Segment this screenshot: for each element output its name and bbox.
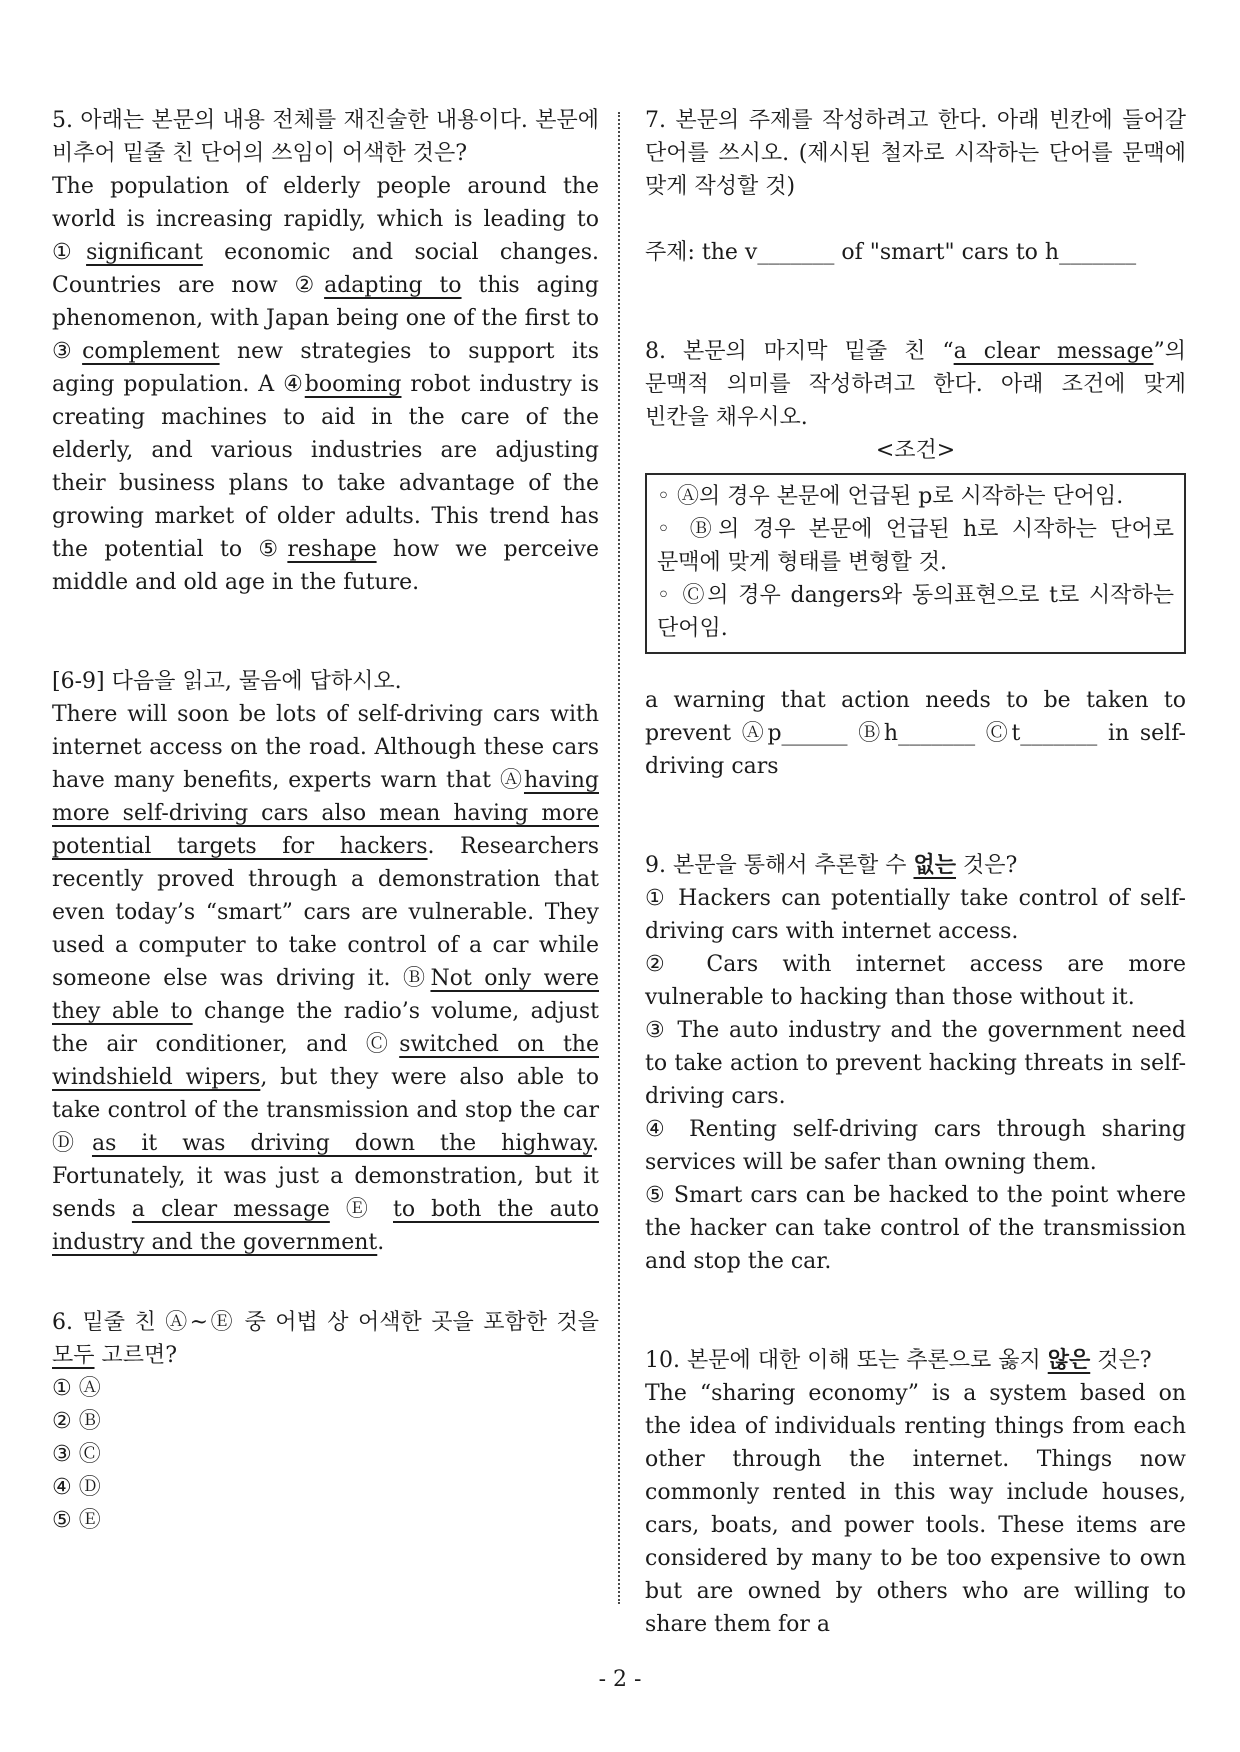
question-8-condition-box <box>645 473 1186 654</box>
condition-item-c: ◦ Ⓒ의 경우 dangers와 동의표현으로 t로 시작하는 단어임. <box>657 583 1174 641</box>
question-9-option-5: ⑤ Smart cars can be hacked to the point where the hacker can take control of the transmission and stop the car. <box>645 1183 1186 1274</box>
question-9-option-4: ④ Renting self-driving cars through sharing services will be safer than owning them. <box>645 1117 1186 1175</box>
section-6-9-header: [6-9] 다음을 읽고, 물음에 답하시오. <box>52 669 402 694</box>
question-9-options <box>645 882 1186 1278</box>
question-6-option-3: ③ Ⓒ <box>52 1442 101 1467</box>
question-7-text: 7. 본문의 주제를 작성하려고 한다. 아래 빈칸에 들어갈 단어를 쓰시오. (제시된 철자로 시작하는 단어를 문맥에 맞게 작성할 것) <box>645 108 1186 199</box>
question-9-option-3: ③ The auto industry and the government need to take action to prevent hacking threats in self-driving cars. <box>645 1018 1186 1109</box>
page-number: - 2 - <box>598 1667 642 1692</box>
question-6-text: 6. 밑줄 친 Ⓐ~Ⓔ 중 어법 상 어색한 곳을 포함한 것을 모두 고르면? <box>52 1310 599 1368</box>
question-10-passage: The “sharing economy” is a system based on the idea of individuals renting things from each other through the internet. Things now commonly rented in this way include houses, cars, boats, and power tools. These items are considered by many to be too expensive to own but are owned by others who are willing to share them for a <box>645 1381 1186 1637</box>
question-9-option-2: ② Cars with internet access are more vulnerable to hacking than those without it. <box>645 952 1186 1010</box>
question-5-passage: The population of elderly people around the world is increasing rapidly, which is leading to ①significant economic and social changes. Countries are now ②adapting to this aging phenomenon, with Japan being one of the first to ③complement new strategies to support its aging population. A ④booming robot industry is creating machines to aid in the care of the elderly, and various industries are adjusting their business plans to take advantage of the growing market of older adults. This trend has the potential to ⑤reshape how we perceive middle and old age in the future. <box>52 174 600 595</box>
question-8-text: 8. 본문의 마지막 밑줄 친 “a clear message”의 문맥적 의미를 작성하려고 한다. 아래 조건에 맞게 빈칸을 채우시오. <box>645 339 1186 430</box>
question-6-option-4: ④ Ⓓ <box>52 1475 101 1500</box>
question-6-option-2: ② Ⓑ <box>52 1409 101 1434</box>
question-5-text: 5. 아래는 본문의 내용 전체를 재진술한 내용이다. 본문에 비추어 밑줄 친 단어의 쓰임이 어색한 것은? <box>52 108 599 166</box>
condition-item-b: ◦ Ⓑ의 경우 본문에 언급된 h로 시작하는 단어로 문맥에 맞게 형태를 변형할 것. <box>657 517 1174 575</box>
question-9-option-1: ① Hackers can potentially take control of self-driving cars with internet access. <box>645 886 1186 944</box>
question-9-text: 9. 본문을 통해서 추론할 수 없는 것은? <box>645 852 1018 878</box>
left-column <box>52 104 599 1537</box>
question-7-topic-line: 주제: the v_______ of "smart" cars to h_______ <box>645 240 1137 265</box>
right-column <box>645 104 1186 1641</box>
question-6-options <box>52 1372 599 1537</box>
question-8-answer-line: a warning that action needs to be taken to prevent Ⓐp______ Ⓑh_______ Ⓒt_______ in self-driving cars <box>645 688 1186 779</box>
passage-6-9: There will soon be lots of self-driving cars with internet access on the road. Although these cars have many benefits, experts warn that Ⓐhaving more self-driving cars also mean having more potential targets for hackers. Researchers recently proved through a demonstration that even today’s “smart” cars are vulnerable. They used a computer to take control of a car while someone else was driving it. ⒷNot only were they able to change the radio’s volume, adjust the air conditioner, and Ⓒswitched on the windshield wipers, but they were also able to take control of the transmission and stop the car Ⓓas it was driving down the highway. Fortunately, it was just a demonstration, but it sends a clear message Ⓔ to both the auto industry and the government. <box>52 702 600 1255</box>
question-6-option-5: ⑤ Ⓔ <box>52 1508 101 1533</box>
question-8-condition-title: <조건> <box>875 438 956 463</box>
question-6-option-1: ① Ⓐ <box>52 1376 101 1401</box>
question-10-text: 10. 본문에 대한 이해 또는 추론으로 옳지 않은 것은? <box>645 1347 1152 1373</box>
condition-item-a: ◦ Ⓐ의 경우 본문에 언급된 p로 시작하는 단어임. <box>657 484 1124 509</box>
column-divider <box>618 112 620 1604</box>
